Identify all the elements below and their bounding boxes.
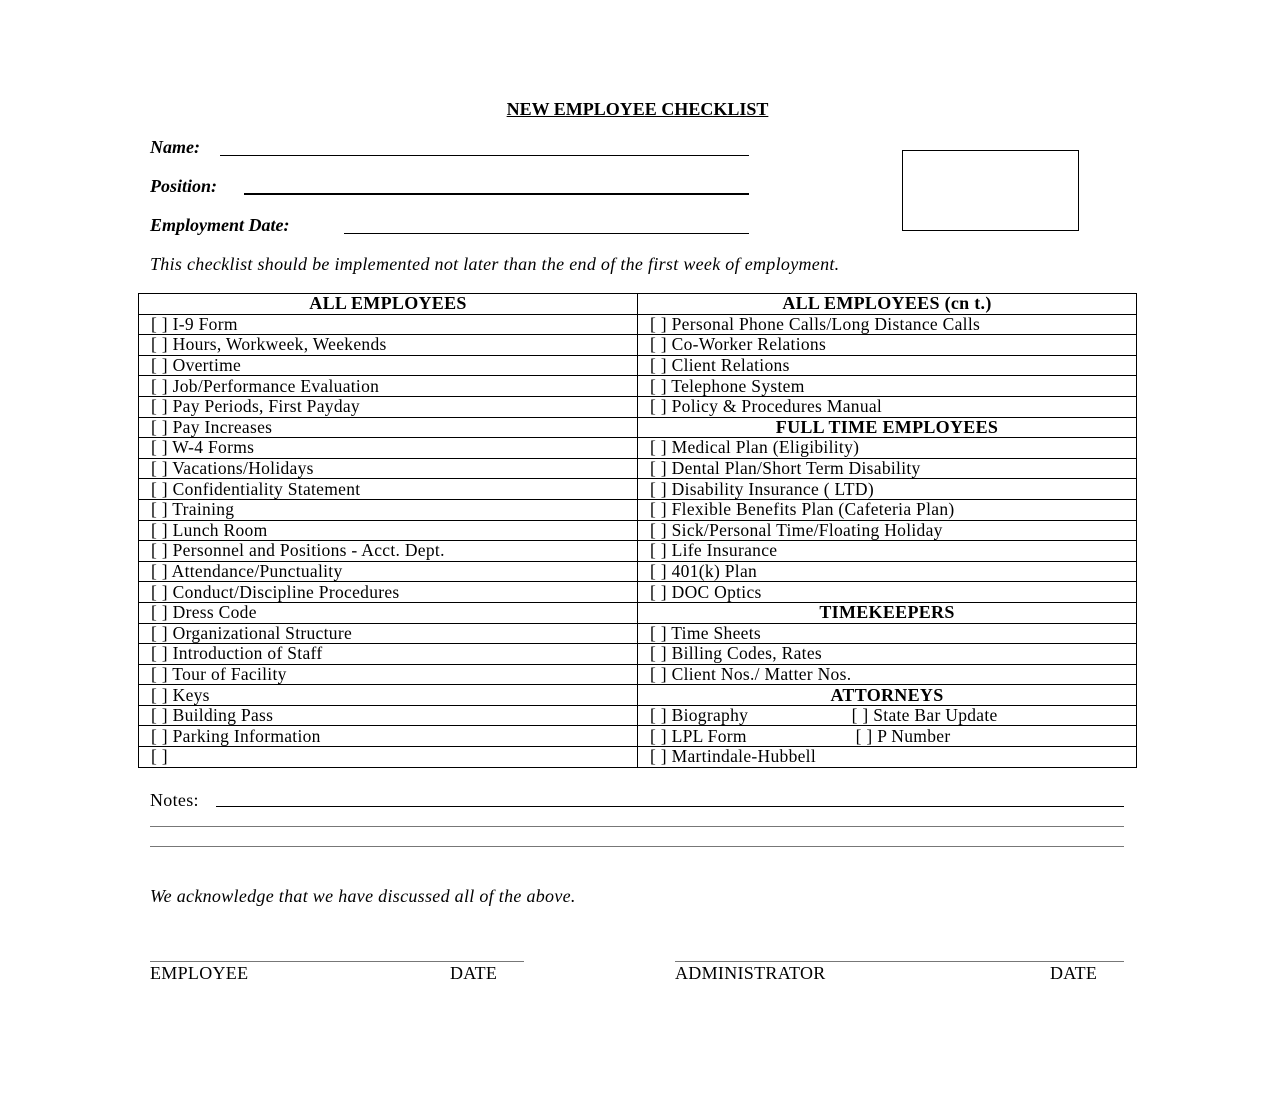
checkbox[interactable]: [ ] (151, 334, 168, 355)
acknowledgement-text: We acknowledge that we have discussed all of the above. (150, 886, 576, 906)
position-field[interactable] (244, 193, 749, 195)
checklist-item-label: Dental Plan/Short Term Disability (671, 458, 921, 479)
checkbox[interactable]: [ ] (151, 623, 168, 643)
checkbox[interactable]: [ ] (650, 643, 667, 664)
left-checklist-item[interactable] (139, 458, 638, 479)
table-row (139, 479, 1137, 500)
checklist-item-label: Parking Information (172, 725, 321, 746)
table-row (139, 396, 1137, 417)
table-row (139, 438, 1137, 459)
checkbox[interactable]: [ ] (151, 375, 168, 396)
checkbox[interactable]: [ ] (151, 314, 168, 334)
checkbox[interactable]: [ ] (650, 355, 667, 376)
administrator-date-label: DATE (1050, 963, 1098, 983)
checklist-item-label: Hours, Workweek, Weekends (172, 334, 387, 355)
table-row (139, 644, 1137, 665)
checklist-item-label: Pay Increases (172, 417, 273, 437)
checklist-item-label: Personal Phone Calls/Long Distance Calls (671, 314, 981, 334)
checklist-item-label: Co-Worker Relations (671, 334, 827, 355)
left-checklist-item[interactable] (139, 499, 638, 520)
right-checklist-item[interactable] (638, 355, 1137, 376)
checklist-table (138, 293, 1137, 768)
table-header-row (139, 294, 1137, 315)
left-checklist-item[interactable] (139, 355, 638, 376)
checklist-item-label: Vacations/Holidays (172, 458, 314, 479)
checkbox[interactable]: [ ] (650, 725, 667, 746)
right-checklist-item[interactable] (638, 664, 1137, 685)
checklist-item-label: Flexible Benefits Plan (Cafeteria Plan) (671, 499, 955, 520)
left-checklist-item[interactable] (139, 520, 638, 541)
notes-line-3[interactable] (150, 846, 1124, 847)
left-checklist-item[interactable] (139, 335, 638, 356)
photo-box (902, 150, 1079, 231)
checkbox[interactable]: [ ] (151, 437, 168, 458)
table-row (139, 705, 1137, 726)
section-header: TIMEKEEPERS (638, 602, 1137, 623)
checkbox[interactable]: [ ] (151, 355, 168, 376)
table-row (139, 520, 1137, 541)
left-checklist-item[interactable] (139, 705, 638, 726)
checklist-item-label: Conduct/Discipline Procedures (172, 581, 400, 602)
checklist-item-label: Sick/Personal Time/Floating Holiday (671, 520, 943, 540)
checkbox[interactable]: [ ] (650, 334, 667, 355)
checkbox[interactable]: [ ] (650, 540, 667, 561)
administrator-label: ADMINISTRATOR (675, 963, 826, 983)
checkbox[interactable]: [ ] (650, 499, 667, 520)
checkbox[interactable]: [ ] (151, 540, 168, 561)
checkbox[interactable]: [ ] (151, 458, 168, 479)
notes-line-1[interactable] (216, 806, 1124, 807)
right-checklist-item[interactable] (638, 396, 1137, 417)
right-checklist-item[interactable] (638, 747, 1137, 768)
checkbox[interactable]: [ ] (151, 643, 168, 664)
checkbox[interactable]: [ ] (151, 396, 168, 417)
left-checklist-item[interactable] (139, 726, 638, 747)
left-checklist-item[interactable] (139, 376, 638, 397)
checkbox[interactable]: [ ] (650, 705, 667, 726)
left-checklist-item[interactable] (139, 685, 638, 706)
checklist-item-label: Life Insurance (671, 540, 778, 561)
checkbox[interactable]: [ ] (151, 499, 168, 520)
checkbox[interactable]: [ ] (650, 746, 667, 767)
checklist-item-label: Dress Code (172, 602, 257, 623)
section-header: FULL TIME EMPLOYEES (638, 417, 1137, 438)
checkbox[interactable]: [ ] (650, 314, 667, 334)
left-checklist-item[interactable] (139, 314, 638, 335)
checklist-item-label: 401(k) Plan (671, 561, 758, 582)
left-checklist-item[interactable] (139, 438, 638, 459)
right-checklist-item[interactable] (638, 479, 1137, 500)
table-row (139, 499, 1137, 520)
table-row (139, 747, 1137, 768)
right-checklist-item[interactable] (638, 458, 1137, 479)
checkbox[interactable]: [ ] (650, 375, 667, 396)
checklist-item-label: Disability Insurance ( LTD) (671, 478, 874, 499)
checklist-item-label: Martindale-Hubbell (671, 746, 817, 767)
administrator-signature-line[interactable] (675, 961, 1124, 962)
table-row (139, 355, 1137, 376)
checkbox[interactable]: [ ] (151, 725, 168, 746)
right-checklist-item[interactable] (638, 623, 1137, 644)
checklist-item-label: Training (172, 499, 235, 520)
checklist-item-label: W-4 Forms (172, 437, 255, 458)
checklist-item-label: Medical Plan (Eligibility) (671, 437, 860, 458)
table-row (139, 582, 1137, 603)
left-checklist-item[interactable] (139, 644, 638, 665)
left-checklist-item[interactable] (139, 479, 638, 500)
table-row (139, 561, 1137, 582)
right-checklist-item[interactable] (638, 335, 1137, 356)
checklist-item-label: Introduction of Staff (172, 643, 323, 664)
table-row (139, 623, 1137, 644)
checklist-item-label: Building Pass (172, 705, 274, 726)
checkbox[interactable]: [ ] (151, 581, 168, 602)
employment-date-field[interactable] (344, 233, 749, 234)
table-row (139, 458, 1137, 479)
left-column-header: ALL EMPLOYEES (139, 294, 638, 315)
checklist-item-label: State Bar Update (873, 705, 998, 726)
table-row (139, 335, 1137, 356)
checkbox[interactable]: [ ] (650, 478, 667, 499)
left-checklist-item[interactable] (139, 623, 638, 644)
table-row (139, 685, 1137, 706)
checklist-item-label: Attendance/Punctuality (171, 561, 343, 582)
checkbox[interactable]: [ ] (650, 623, 667, 643)
checklist-item-label: Biography (671, 705, 749, 726)
checkbox[interactable]: [ ] (650, 396, 667, 417)
left-checklist-item[interactable] (139, 541, 638, 562)
checklist-item-label: Telephone System (671, 375, 805, 396)
name-field[interactable] (220, 155, 749, 156)
table-row (139, 726, 1137, 747)
checkbox[interactable]: [ ] (650, 458, 667, 479)
checklist-item-label: Tour of Facility (172, 664, 287, 684)
checkbox[interactable]: [ ] (650, 520, 667, 540)
checkbox[interactable]: [ ] (151, 561, 168, 582)
left-checklist-item[interactable] (139, 396, 638, 417)
checklist-item-label: DOC Optics (671, 581, 762, 602)
right-checklist-item[interactable] (638, 705, 1137, 726)
position-label: Position: (150, 176, 218, 196)
checklist-item-label: Policy & Procedures Manual (671, 396, 883, 417)
checkbox[interactable]: [ ] (151, 684, 168, 705)
right-checklist-item[interactable] (638, 561, 1137, 582)
employment-date-label: Employment Date: (150, 215, 290, 235)
table-row (139, 314, 1137, 335)
right-checklist-item[interactable] (638, 726, 1137, 747)
notes-line-2[interactable] (150, 826, 1124, 827)
table-row (139, 602, 1137, 623)
checklist-item-label: Job/Performance Evaluation (172, 375, 380, 396)
right-checklist-item[interactable] (638, 438, 1137, 459)
right-checklist-item[interactable] (638, 582, 1137, 603)
left-checklist-item[interactable] (139, 747, 638, 768)
left-checklist-item[interactable] (139, 582, 638, 603)
name-label: Name: (150, 137, 200, 157)
checkbox[interactable]: [ ] (151, 746, 168, 767)
checkbox[interactable]: [ ] (151, 520, 168, 540)
checkbox[interactable]: [ ] (650, 437, 667, 458)
checkbox[interactable]: [ ] (151, 417, 168, 437)
checklist-item-label: Lunch Room (172, 520, 268, 540)
checklist-item-label: Overtime (172, 355, 242, 376)
checklist-item-label: Pay Periods, First Payday (172, 396, 360, 417)
checklist-item-label: LPL Form (671, 725, 747, 746)
table-row (139, 376, 1137, 397)
right-checklist-item[interactable] (638, 314, 1137, 335)
checklist-item-label: P Number (877, 725, 951, 746)
notes-label: Notes: (150, 790, 199, 810)
table-row (139, 417, 1137, 438)
right-checklist-item[interactable] (638, 644, 1137, 665)
checklist-item-label: Billing Codes, Rates (671, 643, 822, 664)
checkbox[interactable]: [ ] (151, 705, 168, 726)
checklist-item-label: I-9 Form (172, 314, 238, 334)
checklist-item-label: Time Sheets (671, 623, 761, 643)
checklist-item-label: Organizational Structure (172, 623, 353, 643)
employee-signature-line[interactable] (150, 961, 524, 962)
left-checklist-item[interactable] (139, 417, 638, 438)
employee-date-label: DATE (450, 963, 498, 983)
checkbox[interactable]: [ ] (650, 561, 667, 582)
checkbox[interactable]: [ ] (151, 478, 168, 499)
checklist-item-label: Client Relations (671, 355, 790, 376)
checkbox[interactable]: [ ] (650, 581, 667, 602)
checklist-item-label: Personnel and Positions - Acct. Dept. (172, 540, 445, 561)
section-header: ATTORNEYS (638, 685, 1137, 706)
right-checklist-item[interactable] (638, 541, 1137, 562)
employee-label: EMPLOYEE (150, 963, 249, 983)
table-row (139, 541, 1137, 562)
checkbox[interactable]: [ ] (650, 664, 667, 684)
left-checklist-item[interactable] (139, 664, 638, 685)
table-row (139, 664, 1137, 685)
checkbox[interactable]: [ ] (151, 602, 168, 623)
right-column-header: ALL EMPLOYEES (cn t.) (638, 294, 1137, 315)
checklist-item-label: Keys (172, 684, 210, 705)
right-checklist-item[interactable] (638, 520, 1137, 541)
checklist-item-label: Confidentiality Statement (172, 478, 361, 499)
left-checklist-item[interactable] (139, 561, 638, 582)
right-checklist-item[interactable] (638, 499, 1137, 520)
checkbox[interactable]: [ ] (151, 664, 168, 684)
right-checklist-item[interactable] (638, 376, 1137, 397)
instruction-text: This checklist should be implemented not later than the end of the first week of employment. (150, 254, 840, 274)
page-title: NEW EMPLOYEE CHECKLIST (506, 99, 769, 119)
left-checklist-item[interactable] (139, 602, 638, 623)
checkbox[interactable]: [ ] (851, 705, 869, 726)
checklist-item-label: Client Nos./ Matter Nos. (671, 664, 852, 684)
checkbox[interactable]: [ ] (855, 725, 873, 746)
